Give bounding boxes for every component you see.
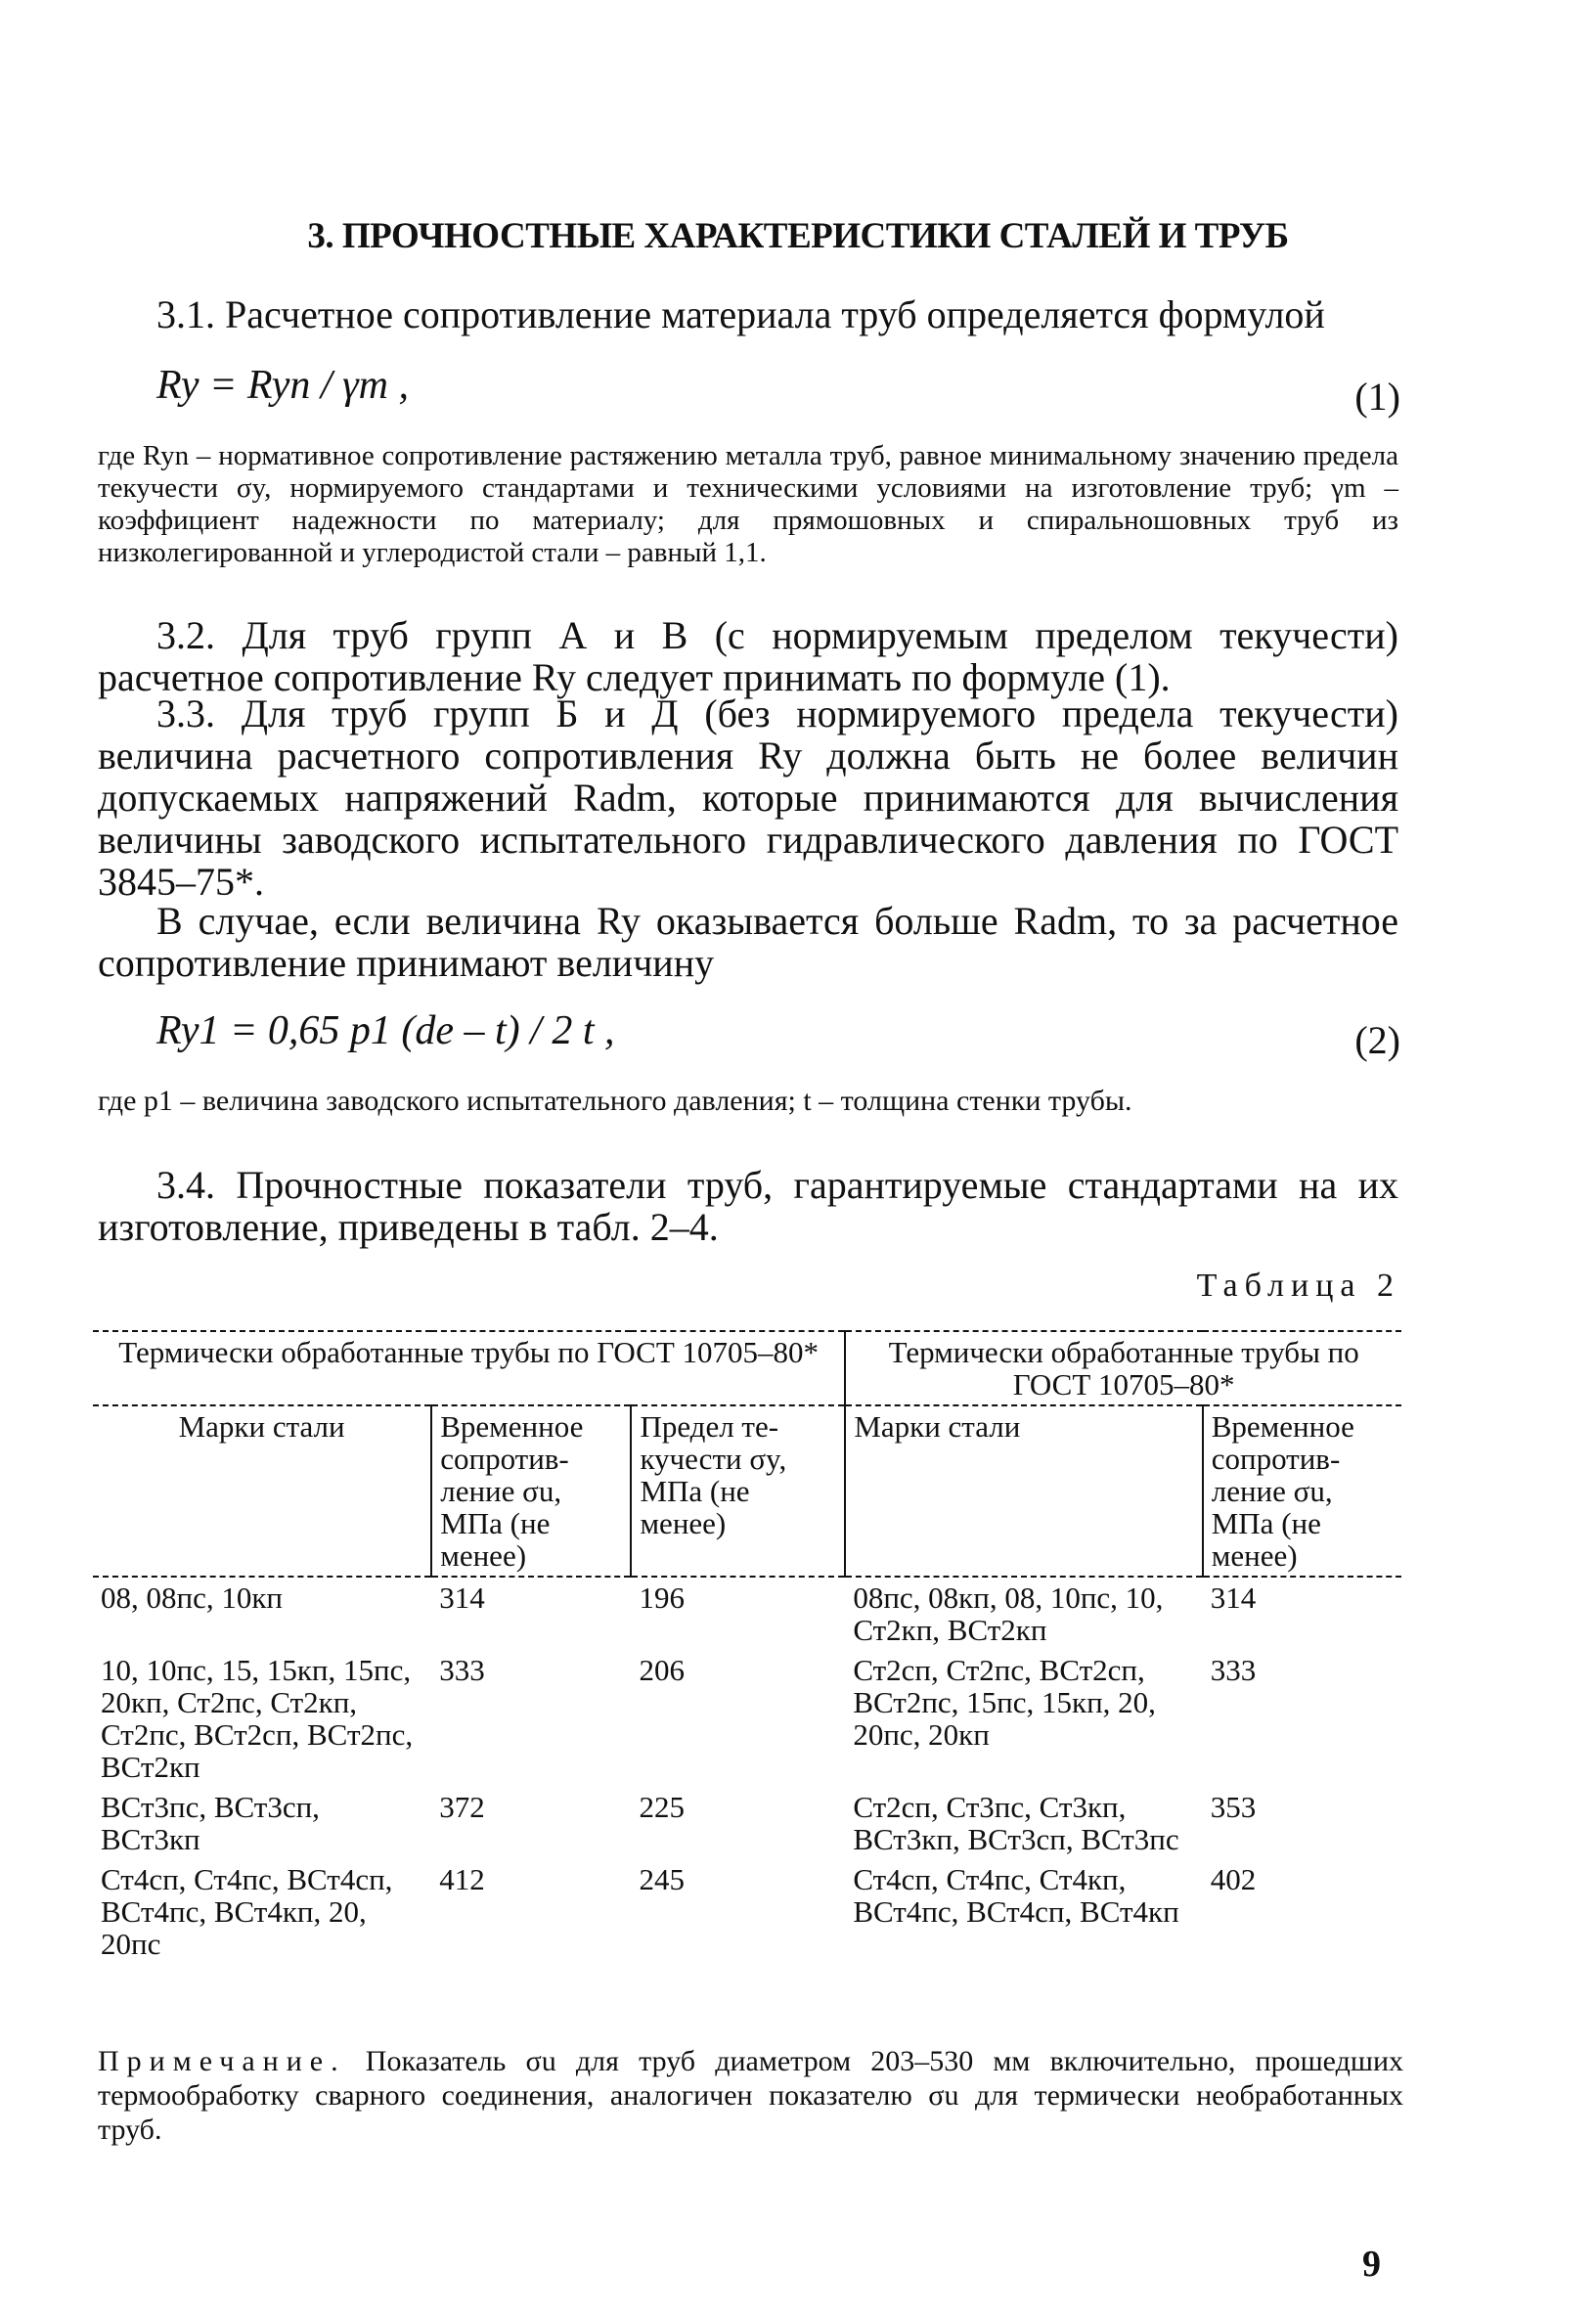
cell-tensile: 412	[439, 1862, 485, 1896]
cell-grade: ВСт3пс, ВСт3сп, ВСт3кп	[101, 1790, 320, 1856]
cell-tensile: 314	[439, 1580, 485, 1615]
cell-grade-right: 08пс, 08кп, 08, 10пс, 10, Ст2кп, ВСт2кп	[853, 1580, 1164, 1647]
paragraph-number: 3.1.	[156, 292, 215, 336]
column-header-tensile-right: Временное сопротив-ление σu, МПа (не менее)	[1203, 1405, 1401, 1577]
steel-strength-table	[93, 1330, 1401, 1964]
paragraph-3-1-where: где Ryn – нормативное сопротивление растяжению металла труб, равное минимальному значению предела текучести σy, нормируемого стандартами и техническими условиями на изготовление труб; γm – коэффициент надежности по материалу; для прямошовных и спиральношовных труб из низколегированной и углеродистой стали – равный 1,1.	[98, 440, 1398, 568]
cell-yield: 196	[639, 1580, 685, 1615]
formula-2-number: (2)	[1354, 1018, 1400, 1062]
cell-yield: 245	[639, 1862, 685, 1896]
formula-1-number: (1)	[1354, 375, 1400, 419]
paragraph-3-3-continued: В случае, если величина Ry оказывается больше Radm, то за расчетное сопротивление принимают величину	[98, 899, 1398, 985]
section-title: 3. ПРОЧНОСТНЫЕ ХАРАКТЕРИСТИКИ СТАЛЕЙ И ТРУБ	[307, 216, 1289, 256]
cell-tensile-right: 353	[1210, 1790, 1257, 1824]
table-row	[93, 1650, 1401, 1787]
cell-grade-right: Ст2сп, Ст3пс, Ст3кп, ВСт3кп, ВСт3сп, ВСт3пс	[853, 1790, 1179, 1856]
group-header-left: Термически обработанные трубы по ГОСТ 10705–80*	[93, 1331, 845, 1405]
paragraph-text: Расчетное сопротивление материала труб определяется формулой	[225, 292, 1325, 336]
note-text: Показатель σu для труб диаметром 203–530 мм включительно, прошедших термообработку сварного соединения, аналогичен показателю σu для термически необработанных труб.	[98, 2045, 1404, 2146]
cell-grade: 08, 08пс, 10кп	[101, 1580, 283, 1615]
cell-grade-right: Ст2сп, Ст2пс, ВСт2сп, ВСт2пс, 15пс, 15кп, 20, 20пс, 20кп	[853, 1653, 1156, 1752]
table-caption: Таблица 2	[1196, 1268, 1400, 1304]
column-header-grade: Марки стали	[93, 1405, 431, 1577]
table-column-header	[93, 1405, 1401, 1577]
column-header-yield: Предел те-кучести σy, МПа (не менее)	[631, 1405, 845, 1577]
cell-tensile-right: 314	[1210, 1580, 1257, 1615]
formula-2: Ry1 = 0,65 p1 (de – t) / 2 t ,	[156, 1008, 615, 1053]
cell-tensile: 372	[439, 1790, 485, 1824]
page-number: 9	[1362, 2244, 1381, 2285]
paragraph-3-1	[98, 293, 1398, 335]
paragraph-3-2: 3.2. Для труб групп А и В (с нормируемым пределом текучести) расчетное сопротивление Ry следует принимать по формуле (1).	[98, 613, 1398, 699]
table-row	[93, 1787, 1401, 1859]
cell-grade-right: Ст4сп, Ст4пс, Ст4кп, ВСт4пс, ВСт4сп, ВСт4кп	[853, 1862, 1179, 1929]
table-group-header	[93, 1331, 1401, 1405]
cell-grade: Ст4сп, Ст4пс, ВСт4сп, ВСт4пс, ВСт4кп, 20, 20пс	[101, 1862, 393, 1961]
column-header-grade-right: Марки стали	[845, 1405, 1202, 1577]
note-label: Примечание.	[98, 2045, 346, 2077]
column-header-tensile: Временное сопротив-ление σu, МПа (не менее)	[431, 1405, 631, 1577]
group-header-right: Термически обработанные трубы по ГОСТ 10705–80*	[845, 1331, 1401, 1405]
paragraph-3-4: 3.4. Прочностные показатели труб, гарантируемые стандартами на их изготовление, приведены в табл. 2–4.	[98, 1163, 1398, 1249]
paragraph-3-3: 3.3. Для труб групп Б и Д (без нормируемого предела текучести) величина расчетного сопротивления Ry должна быть не более величин допускаемых напряжений Radm, которые принимаются для вычисления величины заводского испытательного гидравлического давления по ГОСТ 3845–75*.	[98, 691, 1398, 904]
paragraph-3-3-where: где p1 – величина заводского испытательного давления; t – толщина стенки трубы.	[98, 1085, 1132, 1117]
cell-yield: 225	[639, 1790, 685, 1824]
cell-grade: 10, 10пс, 15, 15кп, 15пс, 20кп, Ст2пс, Ст2кп, Ст2пс, ВСт2сп, ВСт2пс, ВСт2кп	[101, 1653, 414, 1784]
table-row	[93, 1577, 1401, 1650]
table-row	[93, 1859, 1401, 1964]
formula-1: Ry = Ryn / γm ,	[156, 363, 409, 408]
cell-tensile: 333	[439, 1653, 485, 1687]
table-note	[98, 2044, 1403, 2147]
cell-tensile-right: 333	[1210, 1653, 1257, 1687]
cell-yield: 206	[639, 1653, 685, 1687]
cell-tensile-right: 402	[1210, 1862, 1257, 1896]
